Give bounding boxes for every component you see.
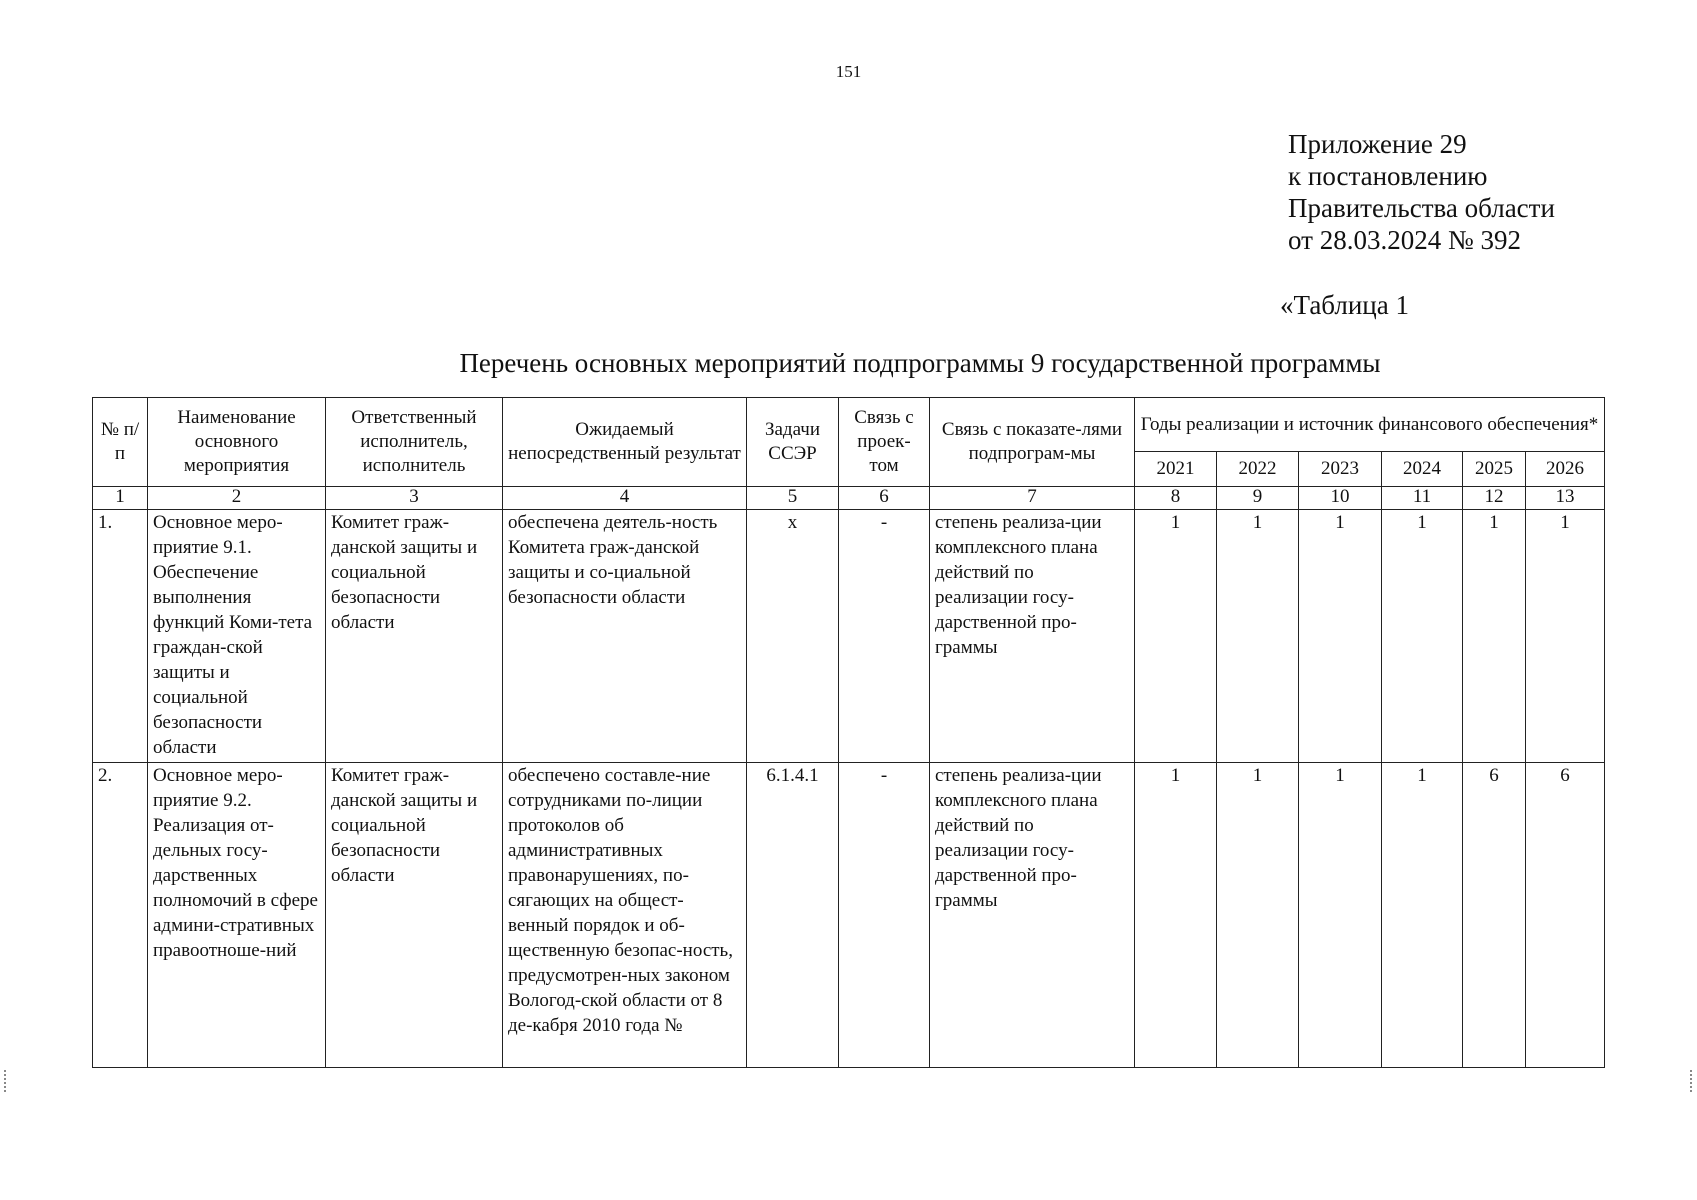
row-executor: Комитет граж-данской защиты и социальной безопасности области bbox=[326, 510, 503, 763]
row-indicators: степень реализа-ции комплексного плана действий по реализации госу-дарственной про-граммы bbox=[930, 510, 1135, 763]
appendix-line: к постановлению bbox=[1288, 161, 1488, 191]
header-num: № п/п bbox=[93, 398, 148, 487]
column-number: 7 bbox=[930, 487, 1135, 510]
column-number: 3 bbox=[326, 487, 503, 510]
header-years-group: Годы реализации и источник финансового обеспечения* bbox=[1135, 398, 1605, 452]
table-row bbox=[93, 510, 1605, 763]
column-number: 6 bbox=[839, 487, 930, 510]
row-tasks: 6.1.4.1 bbox=[747, 763, 839, 1068]
row-num: 1. bbox=[93, 510, 148, 763]
row-num: 2. bbox=[93, 763, 148, 1068]
column-number: 13 bbox=[1526, 487, 1605, 510]
row-year-value: 1 bbox=[1382, 510, 1463, 763]
activities-table bbox=[92, 397, 1605, 1068]
column-number: 4 bbox=[503, 487, 747, 510]
row-executor: Комитет граж-данской защиты и социальной безопасности области bbox=[326, 763, 503, 1068]
row-name: Основное меро-приятие 9.2. Реализация от-дельных госу-дарственных полномочий в сфере админи-стративных правоотноше-ний bbox=[148, 763, 326, 1068]
header-indicators: Связь с показате-лями подпрограм-мы bbox=[930, 398, 1135, 487]
column-number: 5 bbox=[747, 487, 839, 510]
row-year-value: 1 bbox=[1299, 763, 1382, 1068]
page-number: 151 bbox=[835, 62, 862, 81]
row-year-value: 1 bbox=[1135, 763, 1217, 1068]
header-executor: Ответственный исполнитель, исполнитель bbox=[326, 398, 503, 487]
column-number-row bbox=[93, 487, 1605, 510]
row-year-value: 6 bbox=[1463, 763, 1526, 1068]
header-result: Ожидаемый непосредственный результат bbox=[503, 398, 747, 487]
scan-margin-mark bbox=[1690, 1070, 1694, 1092]
header-year: 2023 bbox=[1299, 452, 1382, 487]
row-result: обеспечена деятель-ность Комитета граж-данской защиты и со-циальной безопасности области bbox=[503, 510, 747, 763]
header-name: Наименование основного мероприятия bbox=[148, 398, 326, 487]
header-project: Связь с проек-том bbox=[839, 398, 930, 487]
row-year-value: 1 bbox=[1135, 510, 1217, 763]
header-year: 2026 bbox=[1526, 452, 1605, 487]
row-year-value: 1 bbox=[1463, 510, 1526, 763]
table-row bbox=[93, 763, 1605, 1068]
row-year-value: 1 bbox=[1526, 510, 1605, 763]
column-number: 1 bbox=[93, 487, 148, 510]
column-number: 2 bbox=[148, 487, 326, 510]
row-name: Основное меро-приятие 9.1. Обеспечение выполнения функций Коми-тета граждан-ской защиты и социальной безопасности области bbox=[148, 510, 326, 763]
header-year: 2022 bbox=[1217, 452, 1299, 487]
header-tasks: Задачи ССЭР bbox=[747, 398, 839, 487]
header-year: 2025 bbox=[1463, 452, 1526, 487]
column-number: 8 bbox=[1135, 487, 1217, 510]
header-year: 2024 bbox=[1382, 452, 1463, 487]
row-indicators: степень реализа-ции комплексного плана действий по реализации госу-дарственной про-граммы bbox=[930, 763, 1135, 1068]
row-year-value: 6 bbox=[1526, 763, 1605, 1068]
column-number: 10 bbox=[1299, 487, 1382, 510]
appendix-line: Правительства области bbox=[1288, 193, 1555, 223]
row-project: - bbox=[839, 763, 930, 1068]
column-number: 11 bbox=[1382, 487, 1463, 510]
row-year-value: 1 bbox=[1217, 510, 1299, 763]
table-title: Перечень основных мероприятий подпрограммы 9 государственной программы bbox=[459, 348, 1381, 378]
appendix-block bbox=[1288, 128, 1555, 256]
row-year-value: 1 bbox=[1217, 763, 1299, 1068]
row-project: - bbox=[839, 510, 930, 763]
row-tasks: х bbox=[747, 510, 839, 763]
column-number: 12 bbox=[1463, 487, 1526, 510]
row-year-value: 1 bbox=[1299, 510, 1382, 763]
appendix-line: от 28.03.2024 № 392 bbox=[1288, 225, 1521, 255]
column-number: 9 bbox=[1217, 487, 1299, 510]
row-year-value: 1 bbox=[1382, 763, 1463, 1068]
row-result: обеспечено составле-ние сотрудниками по-лиции протоколов об административных правонарушениях, по-сягающих на общест-венный порядок и об-щественную безопас-ность, предусмотрен-ных законом Вологод-ской области от 8 де-кабря 2010 года № bbox=[503, 763, 747, 1068]
header-year: 2021 bbox=[1135, 452, 1217, 487]
appendix-line: Приложение 29 bbox=[1288, 129, 1467, 159]
table-label: «Таблица 1 bbox=[1280, 290, 1409, 320]
scan-margin-mark bbox=[4, 1070, 8, 1092]
